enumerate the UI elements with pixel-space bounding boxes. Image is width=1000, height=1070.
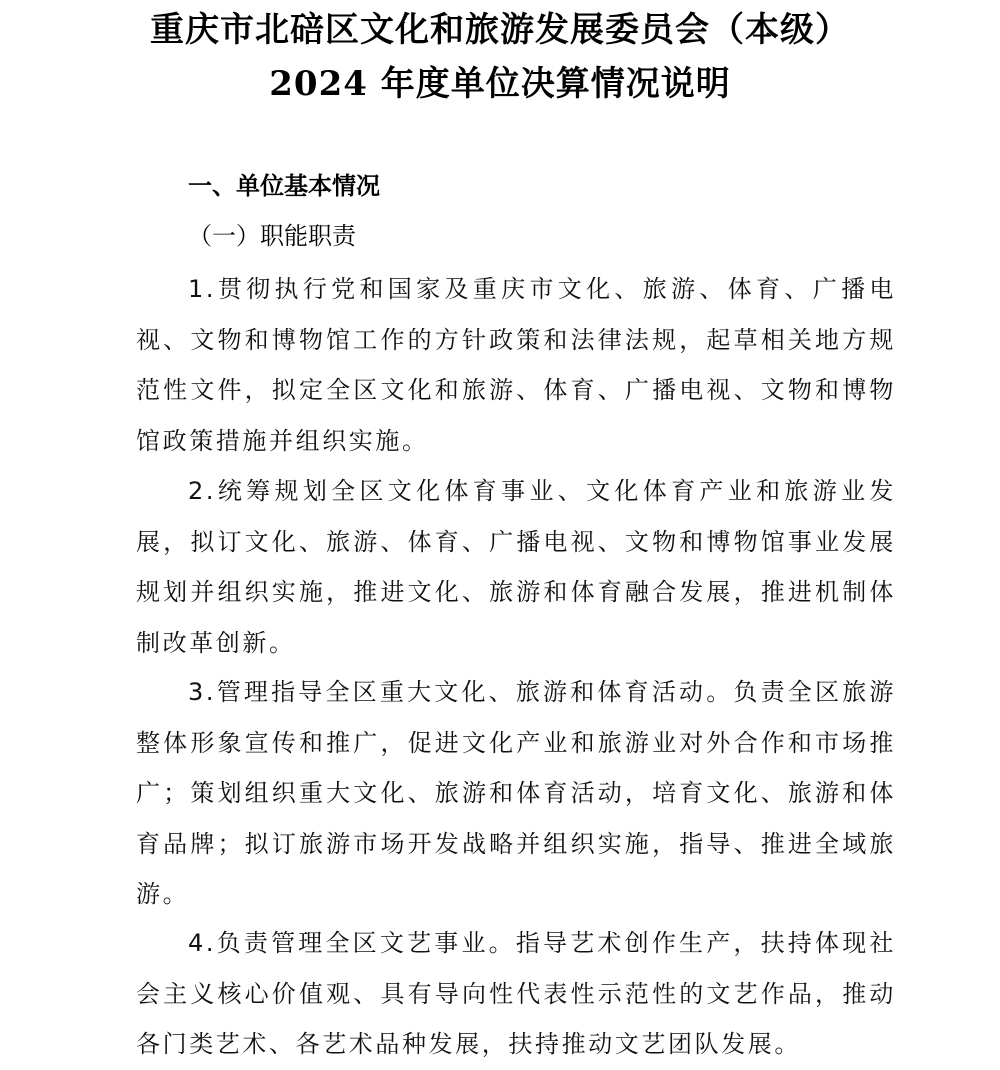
paragraph-duty-1: 1.贯彻执行党和国家及重庆市文化、旅游、体育、广播电视、文物和博物馆工作的方针政策和法律法规，起草相关地方规范性文件，拟定全区文化和旅游、体育、广播电视、文物和博物馆政策措施并组织实施。 (136, 275, 896, 455)
paragraph-duty-2: 2.统筹规划全区文化体育事业、文化体育产业和旅游业发展，拟订文化、旅游、体育、广播电视、文物和博物馆事业发展规划并组织实施，推进文化、旅游和体育融合发展，推进机制体制改革创新。 (136, 477, 896, 657)
document-title-line-1: 重庆市北碚区文化和旅游发展委员会（本级） (150, 10, 850, 50)
paragraph-duty-4: 4.负责管理全区文艺事业。指导艺术创作生产，扶持体现社会主义核心价值观、具有导向性代表性示范性的文艺作品，推动各门类艺术、各艺术品种发展，扶持推动文艺团队发展。 (136, 929, 896, 1058)
section-heading: 一、单位基本情况 (188, 172, 380, 200)
paragraph-duty-3: 3.管理指导全区重大文化、旅游和体育活动。负责全区旅游整体形象宣传和推广，促进文化产业和旅游业对外合作和市场推广；策划组织重大文化、旅游和体育活动，培育文化、旅游和体育品牌；拟订旅游市场开发战略并组织实施，指导、推进全域旅游。 (136, 678, 896, 908)
subsection-heading: （一）职能职责 (188, 222, 356, 250)
document-title-line-2: 2024 年度单位决算情况说明 (269, 64, 731, 104)
